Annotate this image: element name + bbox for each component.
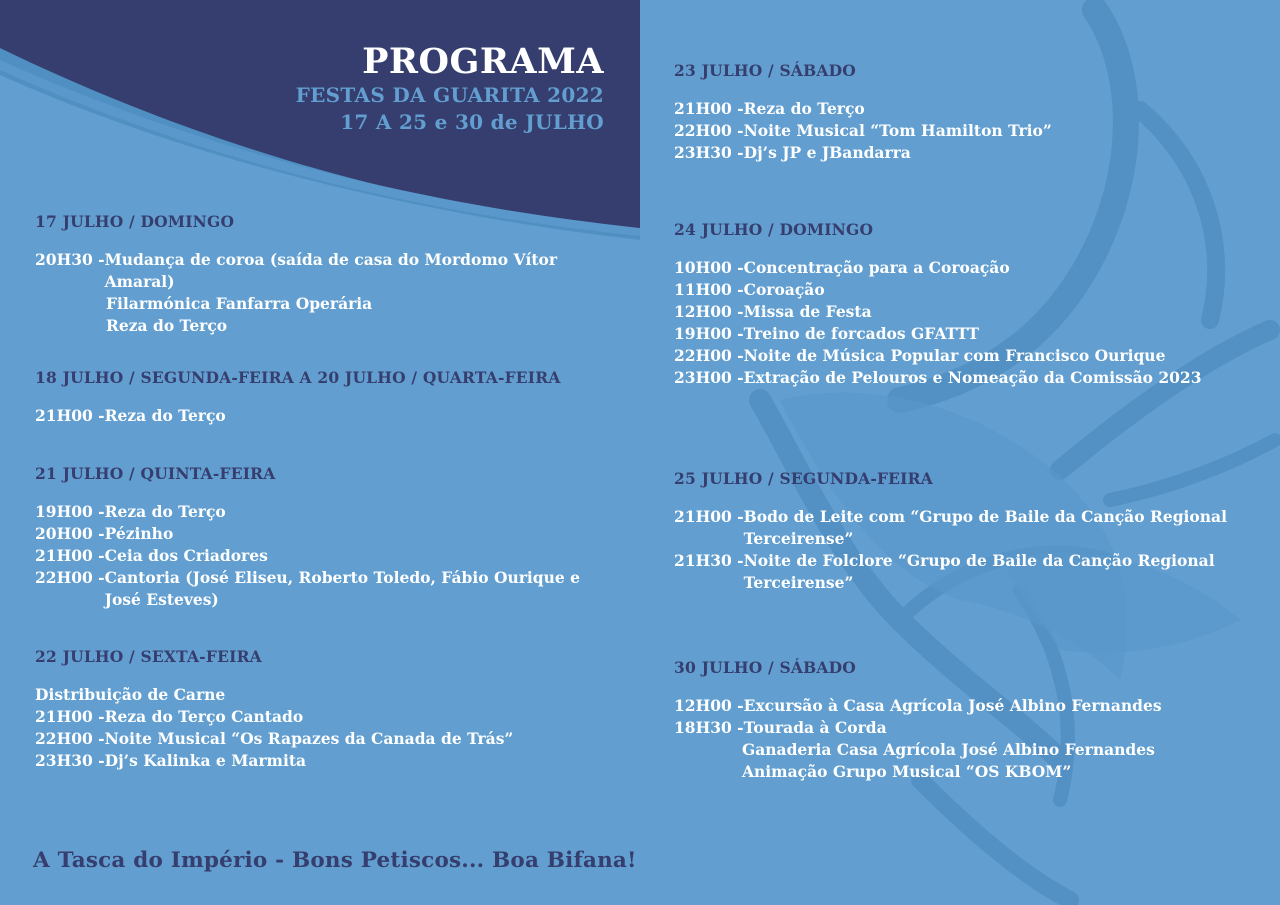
schedule-entry [674,142,1264,164]
day-heading: 18 JULHO / SEGUNDA-FEIRA A 20 JULHO / QUARTA-FEIRA [35,368,561,387]
entry-time: 23H00 - [674,368,744,387]
entry-continuation: Filarmónica Fanfarra Operária [106,294,373,313]
entry-time: 22H00 - [35,729,105,748]
day-section-23-julho [674,60,1264,164]
schedule-entry [674,323,1264,345]
entry-description: Bodo de Leite com “Grupo de Baile da Canção Regional Terceirense” [743,507,1227,548]
entry-description: Noite de Folclore “Grupo de Baile da Canção Regional Terceirense” [743,551,1215,592]
entry-description: Noite Musical “Tom Hamilton Trio” [743,121,1052,140]
schedule-entry [674,506,1254,550]
entry-time: 21H00 - [674,507,744,526]
day-section-25-julho [674,468,1254,594]
entry-description: Pézinho [104,524,174,543]
entry-time: 21H00 - [35,546,105,565]
entry-continuation: Animação Grupo Musical “OS KBOM” [742,762,1072,781]
entry-time: 22H00 - [35,568,105,587]
schedule-entry [674,257,1264,279]
day-section-21-julho [35,463,610,611]
schedule-entry [674,279,1264,301]
schedule-entry [674,120,1264,142]
schedule-entry [674,695,1264,717]
entry-continuation: Ganaderia Casa Agrícola José Albino Fernandes [742,740,1155,759]
entry-time: 21H00 - [35,406,105,425]
day-section-30-julho [674,657,1264,783]
day-section-17-julho [35,211,595,337]
entry-description: Dj’s Kalinka e Marmita [104,751,307,770]
entry-time: 10H00 - [674,258,744,277]
entry-time: 23H30 - [674,143,744,162]
entry-time: 21H00 - [674,99,744,118]
entry-time: 22H00 - [674,346,744,365]
day-heading: 21 JULHO / QUINTA-FEIRA [35,464,276,483]
schedule-entry [674,345,1264,367]
entry-time: 20H00 - [35,524,105,543]
entry-description: Tourada à Corda [743,718,887,737]
schedule-entry [35,750,625,772]
entry-time: 18H30 - [674,718,744,737]
entry-description: Dj’s JP e JBandarra [743,143,911,162]
entry-description: Mudança de coroa (saída de casa do Mordomo Vítor Amaral) [104,250,558,291]
festival-dates: 17 A 25 e 30 de JULHO [340,110,604,134]
day-heading: 24 JULHO / DOMINGO [674,220,874,239]
footer-slogan: A Tasca do Império - Bons Petiscos... Boa Bifana! [33,848,637,873]
schedule-entry [35,405,625,427]
entry-lead: Distribuição de Carne [35,685,226,704]
entry-description: Ceia dos Criadores [104,546,268,565]
program-title: PROGRAMA [362,41,604,82]
schedule-entry [674,367,1264,389]
schedule-entry [35,545,610,567]
entry-time: 20H30 - [35,250,105,269]
schedule-entry [674,717,1264,739]
entry-description: Reza do Terço [743,99,865,118]
program-header [296,42,604,136]
entry-time: 12H00 - [674,302,744,321]
entry-description: Missa de Festa [743,302,872,321]
entry-time: 23H30 - [35,751,105,770]
schedule-entry [674,301,1264,323]
entry-description: Cantoria (José Eliseu, Roberto Toledo, Fábio Ourique e José Esteves) [104,568,581,609]
day-heading: 23 JULHO / SÁBADO [674,61,857,80]
schedule-entry [674,550,1254,594]
schedule-entry [674,98,1264,120]
schedule-entry [35,523,610,545]
entry-description: Concentração para a Coroação [743,258,1010,277]
entry-time: 21H00 - [35,707,105,726]
schedule-entry [35,249,595,293]
entry-time: 12H00 - [674,696,744,715]
entry-description: Noite Musical “Os Rapazes da Canada de Trás” [104,729,514,748]
entry-time: 19H00 - [674,324,744,343]
entry-description: Extração de Pelouros e Nomeação da Comissão 2023 [743,368,1202,387]
festival-name: FESTAS DA GUARITA 2022 [295,83,604,107]
entry-description: Coroação [743,280,825,299]
day-heading: 30 JULHO / SÁBADO [674,658,857,677]
entry-description: Treino de forcados GFATTT [743,324,980,343]
day-section-18-20-julho [35,367,625,427]
entry-description: Noite de Música Popular com Francisco Ourique [743,346,1166,365]
entry-time: 21H30 - [674,551,744,570]
entry-continuation: Reza do Terço [106,316,228,335]
entry-time: 22H00 - [674,121,744,140]
entry-time: 11H00 - [674,280,744,299]
day-heading: 25 JULHO / SEGUNDA-FEIRA [674,469,933,488]
schedule-entry [35,728,625,750]
schedule-entry [35,567,610,611]
entry-description: Reza do Terço Cantado [104,707,304,726]
day-section-22-julho [35,646,625,772]
entry-description: Excursão à Casa Agrícola José Albino Fernandes [743,696,1162,715]
entry-time: 19H00 - [35,502,105,521]
day-section-24-julho [674,219,1264,389]
entry-description: Reza do Terço [104,406,226,425]
schedule-entry [35,501,610,523]
day-heading: 17 JULHO / DOMINGO [35,212,235,231]
entry-description: Reza do Terço [104,502,226,521]
day-heading: 22 JULHO / SEXTA-FEIRA [35,647,262,666]
schedule-entry [35,706,625,728]
